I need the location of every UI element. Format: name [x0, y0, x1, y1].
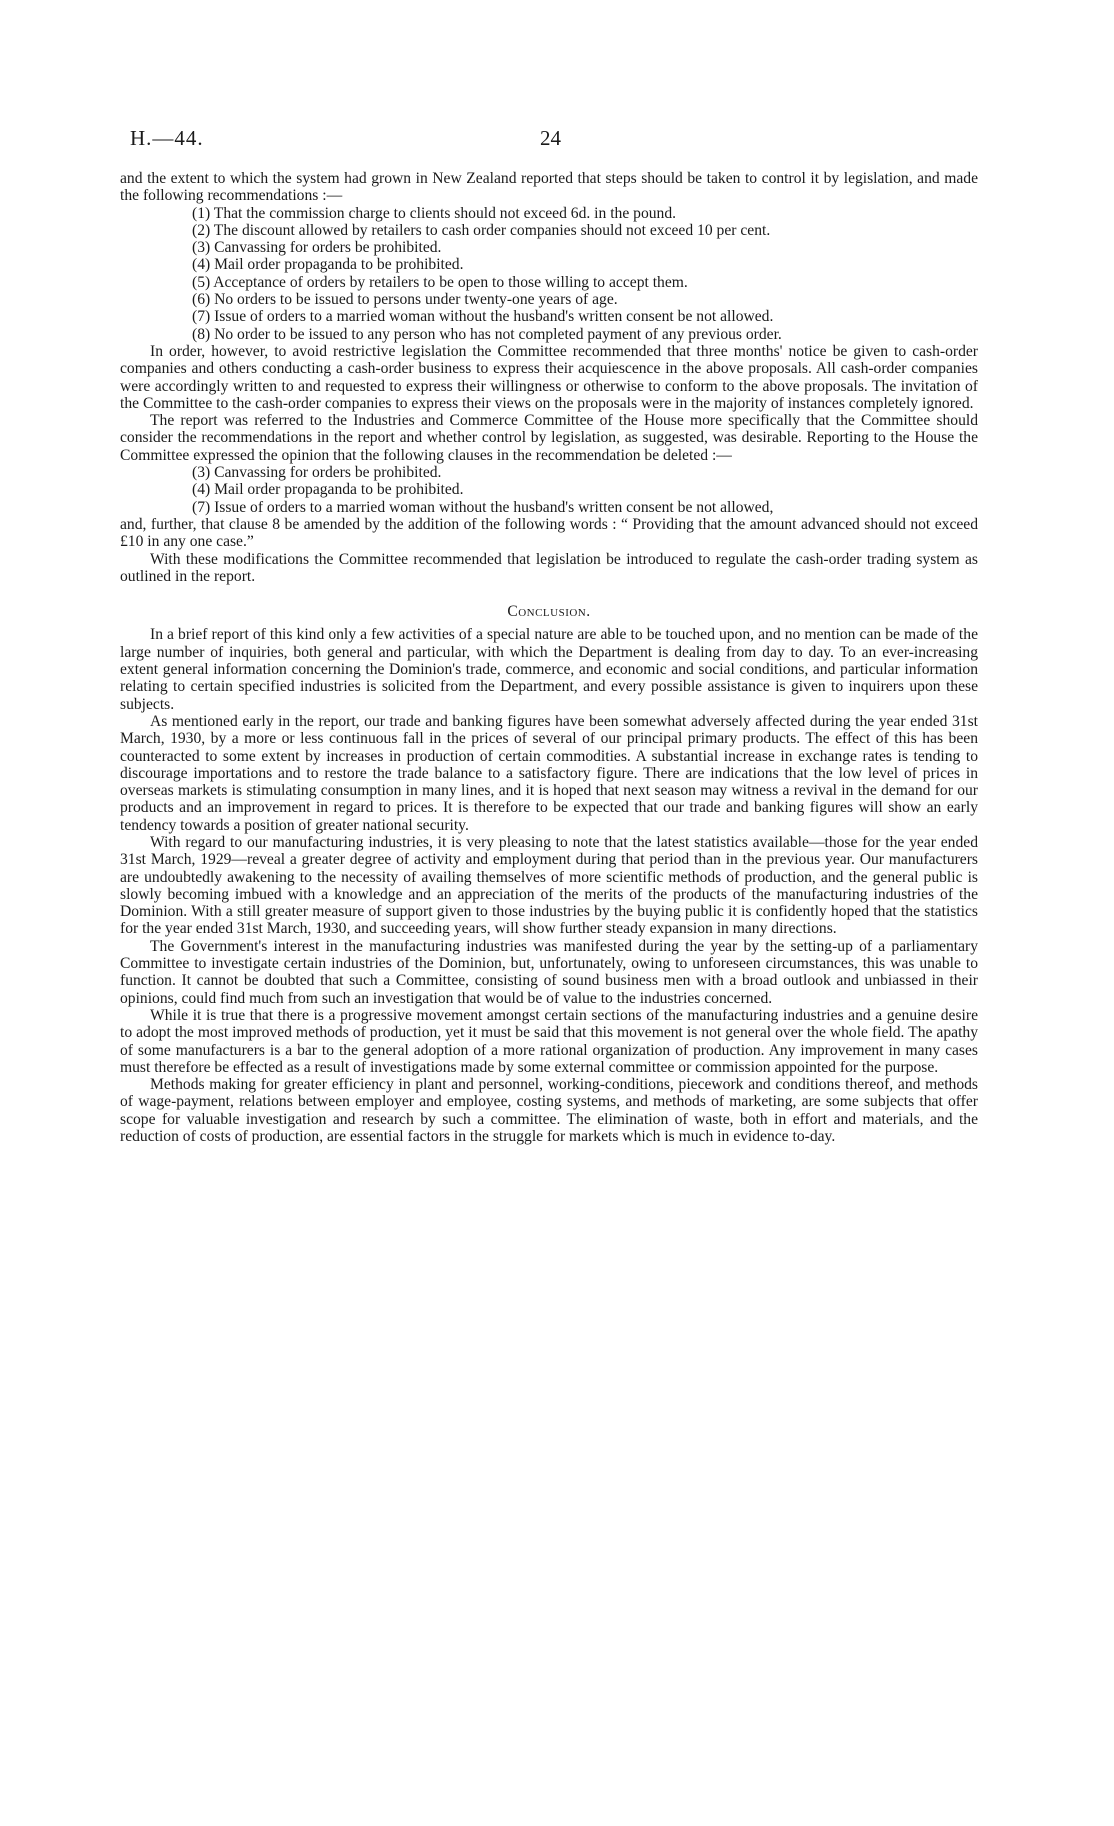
deleted-clause-item: (4) Mail order propaganda to be prohibited.	[192, 481, 464, 499]
document-reference: H.—44.	[130, 126, 204, 150]
report-paragraph: The report was referred to the Industries and Commerce Committee of the House more specifically that the Committee should consider the recommendations in the report and whether control by legislation, as suggested, was desirable. Reporting to the House the Committee expressed the opinion that the following clauses in the recommendation be deleted :—	[120, 412, 978, 464]
page-body	[120, 170, 978, 1145]
conclusion-paragraph: Methods making for greater efficiency in plant and personnel, working-conditions, piecework and conditions thereof, and methods of wage-payment, relations between employer and employee, costing systems, and methods of marketing, are some subjects that offer scope for valuable investigation and research by such a committee. The elimination of waste, both in effort and materials, and the reduction of costs of production, are essential factors in the struggle for markets which is much in evidence to-day.	[120, 1076, 978, 1146]
recommendation-item: (3) Canvassing for orders be prohibited.	[192, 239, 442, 257]
conclusion-paragraph: With regard to our manufacturing industries, it is very pleasing to note that the latest statistics available—those for the year ended 31st March, 1929—reveal a greater degree of activity and employment during that period than in the previous year. Our manufacturers are undoubtedly awakening to the necessity of availing themselves of more scientific methods of production, and the general public is slowly becoming imbued with a knowledge and an appreciation of the merits of the products of the manufacturing industries of the Dominion. With a still greater measure of support given to those industries by the buying public it is confidently hoped that the statistics for the year ended 31st March, 1930, and succeeding years, will show further steady expansion in many directions.	[120, 833, 978, 938]
recommendation-item: (7) Issue of orders to a married woman without the husband's written consent be not allowed.	[192, 308, 774, 326]
modifications-paragraph: With these modifications the Committee recommended that legislation be introduced to regulate the cash-order trading system as outlined in the report.	[120, 550, 978, 585]
amendment-paragraph: and, further, that clause 8 be amended by the addition of the following words : “ Providing that the amount advanced should not exceed £10 in any one case.”	[120, 515, 978, 551]
intro-paragraph: and the extent to which the system had grown in New Zealand reported that steps should be taken to control it by legislation, and made the following recommendations :—	[120, 170, 978, 205]
page-number: 24	[540, 126, 561, 150]
recommendation-item: (6) No orders to be issued to persons under twenty-one years of age.	[192, 291, 618, 309]
recommendation-item: (4) Mail order propaganda to be prohibited.	[192, 256, 464, 274]
recommendation-item: (5) Acceptance of orders by retailers to be open to those willing to accept them.	[192, 273, 688, 291]
deleted-clause-item: (3) Canvassing for orders be prohibited.	[192, 464, 442, 482]
recommendation-item: (2) The discount allowed by retailers to cash order companies should not exceed 10 per cent.	[192, 221, 771, 239]
deleted-clauses-list	[120, 464, 978, 516]
conclusion-paragraph: In a brief report of this kind only a few activities of a special nature are able to be touched upon, and no mention can be made of the large number of inquiries, both general and particular, with which the Department is dealing from day to day. To an ever-increasing extent general information concerning the Dominion's trade, commerce, and economic and social conditions, and particular information relating to certain specified industries is solicited from the Department, and every possible assistance is given to inquirers upon these subjects.	[120, 626, 978, 713]
recommendations-list	[120, 205, 978, 343]
notice-paragraph: In order, however, to avoid restrictive legislation the Committee recommended that three months' notice be given to cash-order companies and others conducting a cash-order business to express their acquiescence in the above proposals. All cash-order companies were accordingly written to and requested to express their willingness or otherwise to conform to the above proposals. The invitation of the Committee to the cash-order companies to express their views on the proposals were in the majority of instances completely ignored.	[120, 342, 978, 412]
recommendation-item: (1) That the commission charge to clients should not exceed 6d. in the pound.	[192, 204, 677, 222]
conclusion-heading: Conclusion.	[507, 603, 591, 621]
recommendation-item: (8) No order to be issued to any person who has not completed payment of any previous order.	[192, 325, 782, 343]
conclusion-paragraph: While it is true that there is a progressive movement amongst certain sections of the manufacturing industries and a genuine desire to adopt the most improved methods of production, yet it must be said that this movement is not general over the whole field. The apathy of some manufacturers is a bar to the general adoption of a more rational organization of production. Any improvement in many cases must therefore be effected as a result of investigations made by some external committee or commission appointed for the purpose.	[120, 1006, 978, 1076]
conclusion-paragraph: As mentioned early in the report, our trade and banking figures have been somewhat adversely affected during the year ended 31st March, 1930, by a more or less continuous fall in the prices of several of our principal primary products. The effect of this has been counteracted to some extent by increases in production of certain commodities. A substantial increase in exchange rates is tending to discourage importations and to restore the trade balance to a satisfactory figure. There are indications that the low level of prices in overseas markets is stimulating consumption in many lines, and it is hoped that next season may witness a revival in the demand for our products and an improvement in regard to prices. It is therefore to be expected that our trade and banking figures will show an early tendency towards a position of greater national security.	[120, 712, 978, 834]
deleted-clause-item: (7) Issue of orders to a married woman without the husband's written consent be not allowed,	[192, 498, 774, 516]
page-header	[130, 126, 970, 156]
conclusion-paragraph: The Government's interest in the manufacturing industries was manifested during the year by the setting-up of a parliamentary Committee to investigate certain industries of the Dominion, but, unfortunately, owing to unforeseen circumstances, this was unable to function. It cannot be doubted that such a Committee, consisting of sound business men with a broad outlook and unbiassed in their opinions, could find much from such an investigation that would be of value to the industries concerned.	[120, 937, 978, 1007]
